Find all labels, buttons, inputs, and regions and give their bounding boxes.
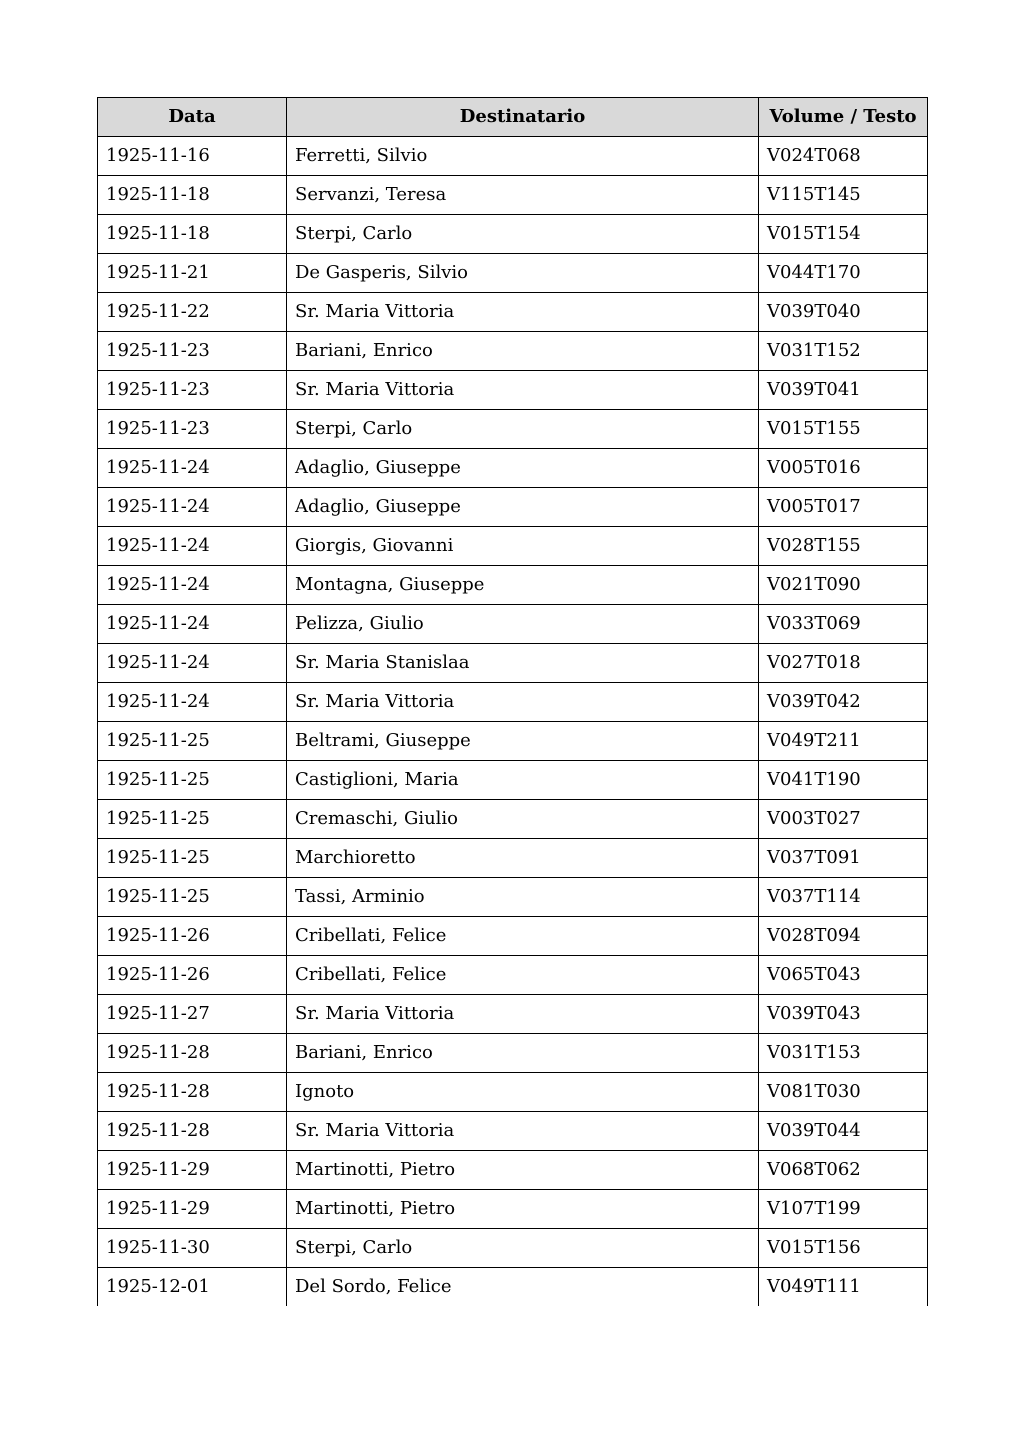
- table-row: [98, 293, 928, 332]
- recipient-cell: Sr. Maria Vittoria: [287, 683, 759, 722]
- table-row: [98, 1229, 928, 1268]
- volume-text-cell: V039T040: [759, 293, 928, 332]
- recipient-cell: De Gasperis, Silvio: [287, 254, 759, 293]
- table-row: [98, 449, 928, 488]
- volume-text-cell: V024T068: [759, 137, 928, 176]
- date-cell: 1925-11-24: [98, 644, 287, 683]
- volume-text-cell: V028T094: [759, 917, 928, 956]
- date-cell: 1925-11-16: [98, 137, 287, 176]
- date-cell: 1925-11-23: [98, 371, 287, 410]
- table-row: [98, 878, 928, 917]
- recipient-cell: Tassi, Arminio: [287, 878, 759, 917]
- date-cell: 1925-11-21: [98, 254, 287, 293]
- recipient-cell: Ignoto: [287, 1073, 759, 1112]
- header-row: [98, 98, 928, 137]
- recipient-cell: Castiglioni, Maria: [287, 761, 759, 800]
- table-row: [98, 176, 928, 215]
- table-row: [98, 215, 928, 254]
- recipient-cell: Servanzi, Teresa: [287, 176, 759, 215]
- volume-text-cell: V005T017: [759, 488, 928, 527]
- date-cell: 1925-11-24: [98, 488, 287, 527]
- date-cell: 1925-11-25: [98, 761, 287, 800]
- volume-text-cell: V021T090: [759, 566, 928, 605]
- recipient-cell: Martinotti, Pietro: [287, 1190, 759, 1229]
- header-volume-text: Volume / Testo: [759, 98, 928, 137]
- date-cell: 1925-11-24: [98, 527, 287, 566]
- recipient-cell: Sr. Maria Stanislaa: [287, 644, 759, 683]
- volume-text-cell: V015T156: [759, 1229, 928, 1268]
- volume-text-cell: V044T170: [759, 254, 928, 293]
- header-recipient: Destinatario: [287, 98, 759, 137]
- date-cell: 1925-11-25: [98, 878, 287, 917]
- volume-text-cell: V115T145: [759, 176, 928, 215]
- volume-text-cell: V015T154: [759, 215, 928, 254]
- recipient-cell: Sr. Maria Vittoria: [287, 1112, 759, 1151]
- volume-text-cell: V015T155: [759, 410, 928, 449]
- recipient-cell: Martinotti, Pietro: [287, 1151, 759, 1190]
- volume-text-cell: V107T199: [759, 1190, 928, 1229]
- volume-text-cell: V039T041: [759, 371, 928, 410]
- table-row: [98, 371, 928, 410]
- volume-text-cell: V003T027: [759, 800, 928, 839]
- volume-text-cell: V068T062: [759, 1151, 928, 1190]
- table-row: [98, 644, 928, 683]
- table-body: [98, 137, 928, 1307]
- volume-text-cell: V033T069: [759, 605, 928, 644]
- date-cell: 1925-11-25: [98, 800, 287, 839]
- recipient-cell: Giorgis, Giovanni: [287, 527, 759, 566]
- date-cell: 1925-11-28: [98, 1112, 287, 1151]
- date-cell: 1925-11-27: [98, 995, 287, 1034]
- date-cell: 1925-11-26: [98, 956, 287, 995]
- table-row: [98, 488, 928, 527]
- date-cell: 1925-11-23: [98, 332, 287, 371]
- date-cell: 1925-11-29: [98, 1190, 287, 1229]
- volume-text-cell: V037T114: [759, 878, 928, 917]
- volume-text-cell: V081T030: [759, 1073, 928, 1112]
- volume-text-cell: V031T152: [759, 332, 928, 371]
- date-cell: 1925-11-24: [98, 605, 287, 644]
- recipient-cell: Bariani, Enrico: [287, 1034, 759, 1073]
- date-cell: 1925-11-24: [98, 449, 287, 488]
- volume-text-cell: V039T043: [759, 995, 928, 1034]
- date-cell: 1925-11-18: [98, 176, 287, 215]
- table-row: [98, 1034, 928, 1073]
- recipient-cell: Cremaschi, Giulio: [287, 800, 759, 839]
- table-row: [98, 995, 928, 1034]
- volume-text-cell: V039T044: [759, 1112, 928, 1151]
- table-row: [98, 527, 928, 566]
- table-row: [98, 1190, 928, 1229]
- table-row: [98, 839, 928, 878]
- table-row: [98, 566, 928, 605]
- table-row: [98, 956, 928, 995]
- volume-text-cell: V027T018: [759, 644, 928, 683]
- date-cell: 1925-11-28: [98, 1073, 287, 1112]
- table-header: [98, 98, 928, 137]
- volume-text-cell: V049T211: [759, 722, 928, 761]
- volume-text-cell: V031T153: [759, 1034, 928, 1073]
- table-row: [98, 761, 928, 800]
- table-row: [98, 410, 928, 449]
- recipient-cell: Bariani, Enrico: [287, 332, 759, 371]
- date-cell: 1925-11-26: [98, 917, 287, 956]
- date-cell: 1925-11-24: [98, 566, 287, 605]
- date-cell: 1925-11-25: [98, 722, 287, 761]
- volume-text-cell: V028T155: [759, 527, 928, 566]
- date-cell: 1925-11-23: [98, 410, 287, 449]
- table-row: [98, 137, 928, 176]
- table-row: [98, 1268, 928, 1307]
- recipient-cell: Cribellati, Felice: [287, 956, 759, 995]
- table-row: [98, 917, 928, 956]
- date-cell: 1925-12-01: [98, 1268, 287, 1307]
- volume-text-cell: V041T190: [759, 761, 928, 800]
- volume-text-cell: V065T043: [759, 956, 928, 995]
- date-cell: 1925-11-29: [98, 1151, 287, 1190]
- recipient-cell: Cribellati, Felice: [287, 917, 759, 956]
- recipient-cell: Marchioretto: [287, 839, 759, 878]
- recipient-cell: Pelizza, Giulio: [287, 605, 759, 644]
- date-cell: 1925-11-22: [98, 293, 287, 332]
- table-row: [98, 1151, 928, 1190]
- recipient-cell: Sr. Maria Vittoria: [287, 371, 759, 410]
- recipient-cell: Adaglio, Giuseppe: [287, 488, 759, 527]
- table-row: [98, 722, 928, 761]
- recipient-cell: Del Sordo, Felice: [287, 1268, 759, 1307]
- table-row: [98, 254, 928, 293]
- date-cell: 1925-11-25: [98, 839, 287, 878]
- table-row: [98, 1073, 928, 1112]
- recipient-cell: Beltrami, Giuseppe: [287, 722, 759, 761]
- recipient-cell: Adaglio, Giuseppe: [287, 449, 759, 488]
- volume-text-cell: V037T091: [759, 839, 928, 878]
- date-cell: 1925-11-18: [98, 215, 287, 254]
- volume-text-cell: V049T111: [759, 1268, 928, 1307]
- table-row: [98, 605, 928, 644]
- recipient-cell: Sterpi, Carlo: [287, 215, 759, 254]
- recipient-cell: Ferretti, Silvio: [287, 137, 759, 176]
- recipient-cell: Sterpi, Carlo: [287, 1229, 759, 1268]
- table-row: [98, 800, 928, 839]
- letters-table: [97, 97, 928, 1306]
- date-cell: 1925-11-30: [98, 1229, 287, 1268]
- recipient-cell: Sterpi, Carlo: [287, 410, 759, 449]
- date-cell: 1925-11-24: [98, 683, 287, 722]
- table-row: [98, 332, 928, 371]
- volume-text-cell: V005T016: [759, 449, 928, 488]
- recipient-cell: Sr. Maria Vittoria: [287, 293, 759, 332]
- volume-text-cell: V039T042: [759, 683, 928, 722]
- recipient-cell: Montagna, Giuseppe: [287, 566, 759, 605]
- recipient-cell: Sr. Maria Vittoria: [287, 995, 759, 1034]
- table-row: [98, 683, 928, 722]
- header-date: Data: [98, 98, 287, 137]
- table-row: [98, 1112, 928, 1151]
- date-cell: 1925-11-28: [98, 1034, 287, 1073]
